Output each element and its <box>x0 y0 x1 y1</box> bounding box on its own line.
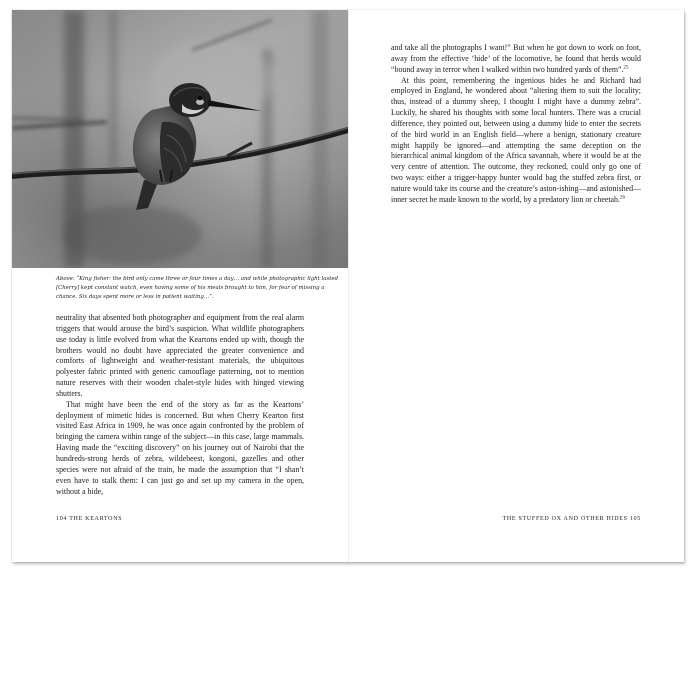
kingfisher-photo <box>12 10 348 268</box>
right-page-body <box>391 43 641 206</box>
left-paragraph-1: neutrality that absented both photographer and equipment from the real alarm triggers that would arouse the bird’s suspicion. What wildlife photographers use today is little evolved from what the Keartons ended up with, though the brothers would no doubt have appreciated the greater convenience and comforts of lightweight and weather-resistant materials, the ubiquitous polyester fabric printed with generic camouflage patterning, not to mention nature reserves with their wooden chalet-style hides with hinged viewing shutters. <box>56 313 304 398</box>
right-paragraph-2-text: At this point, remembering the ingenious hides he and Richard had employed in England, he wondered about “altering them to suit the locality; thus, instead of a dummy sheep, I thought I might have a dummy zebra”. Luckily, he shared his thoughts with some local hunters. There was a crucial difference, they pointed out, between using a dummy hide to enter the secrets of the bird world in an English field—where a benign, stationary creature might happily be ignored—and attempting the same deception on the hierarchical animal kingdom of the Africa savannah, where it would be at the very centre of attention. The outcome, they reckoned, could only go one of two ways: either a trigger-happy hunter would bag the stuffed zebra first, or nature would take its course and the creature’s aston-ishing—and astonished—inner secret be made known to the world, by a predatory lion or cheetah. <box>391 75 641 204</box>
footnote-ref-25: 25 <box>623 65 629 71</box>
right-page-folio: THE STUFFED OX AND OTHER HIDES 105 <box>502 516 641 522</box>
right-paragraph-2 <box>391 76 641 206</box>
left-page-body <box>56 313 304 497</box>
book-spread <box>12 10 684 562</box>
left-paragraph-2: That might have been the end of the story as far as the Keartons’ deployment of mimetic hides is concerned. But when Cherry Kearton first visited East Africa in 1909, he was once again confronted by the problem of bringing the camera within range of the subject—in this case, large mammals. Having made the “exciting discovery” on his journey out of Nairobi that the hundreds-strong herds of zebra, wildebeest, kongoni, gazelles and other species were not afraid of the train, he made the assumption that “I shan’t even have to stalk them: I can just go and set up my camera in the open, without a hide, <box>56 399 304 496</box>
left-page-folio: 104 THE KEARTONS <box>56 516 123 522</box>
kingfisher-photo-image <box>12 10 348 268</box>
footnote-ref-26: 26 <box>619 195 625 201</box>
photo-caption: Above: “King fisher: the bird only came three or four times a day… and while photographic light lasted [Cherry] kept constant watch, even having some of his meals brought to him, for fear of missing a chance. Six days spent more or less in patient waiting…”. <box>56 276 339 300</box>
page-gutter <box>348 10 349 562</box>
right-paragraph-1 <box>391 43 641 76</box>
right-paragraph-1-text: and take all the photographs I want!” But when he got down to work on foot, away from the effective ‘hide’ of the locomotive, he found that herds would “bound away in terror when I walked within two hundred yards of them”. <box>391 43 641 74</box>
